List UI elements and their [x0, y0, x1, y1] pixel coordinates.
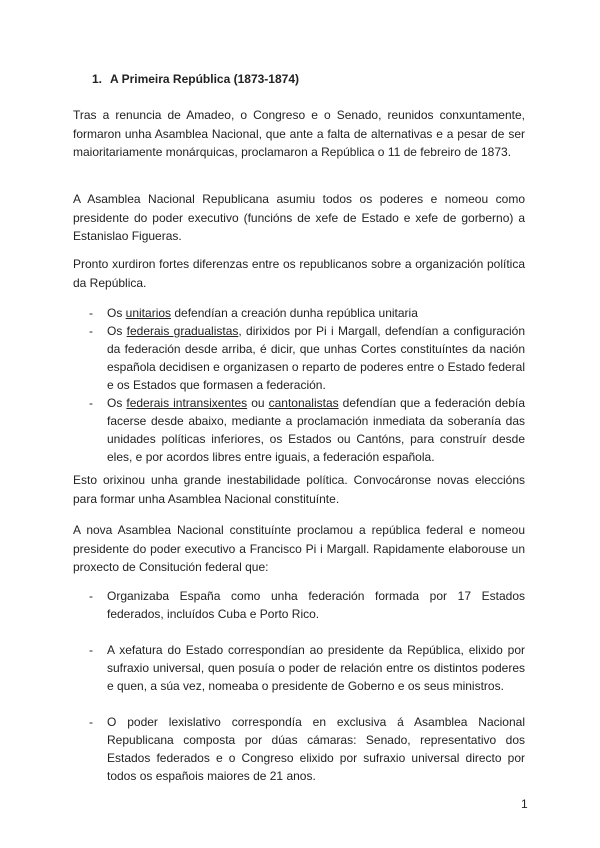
item-text: defendían a creación dunha república unitaria	[171, 306, 418, 320]
list-dash: -	[89, 396, 93, 410]
list-dash: -	[89, 324, 93, 338]
paragraph-inestabilidade: Esto orixinou unha grande inestabilidade política. Convocáronse novas eleccións para formar unha Asamblea Nacional constituínte.	[73, 473, 525, 506]
item-text: Organizaba España como unha federación formada por 17 Estados federados, incluídos Cuba e Porto Rico.	[107, 589, 525, 621]
list-dash: -	[89, 643, 93, 657]
list-item	[73, 304, 525, 322]
section-heading	[92, 72, 299, 86]
list-item	[73, 322, 525, 394]
item-text: defendían que a federación debía facerse desde abaixo, mediante a proclamación inmediata da soberanía das unidades políticas inferiores, os Estados ou Cantóns, para construír desde eles, e por acordos libres entre iguais, a federación española.	[107, 396, 525, 464]
list-item	[73, 713, 525, 785]
term-federais-intransixentes: federais intransixentes	[126, 396, 248, 410]
list-item	[73, 641, 525, 695]
term-unitarios: unitarios	[125, 306, 172, 320]
item-text: , dirixidos por Pi i Margall, defendían a configuración da federación desde arriba, é dicir, que unhas Cortes constituíntes da nación española decidisen e organizasen o reparto de poderes entre o Estado federal e os Estados que formasen a federación.	[107, 324, 526, 392]
term-federais-gradualistas: federais gradualistas	[126, 324, 239, 338]
list-item	[73, 394, 525, 466]
constitution-list	[73, 587, 525, 785]
item-text: Os	[107, 396, 127, 410]
paragraph-intro: Tras a renuncia de Amadeo, o Congreso e o Senado, reunidos conxuntamente, formaron unha Asamblea Nacional, que ante a falta de alternativas e a pesar de ser maioritariamente monárquicas, proclamaron a República o 11 de febreiro de 1873.	[73, 108, 525, 159]
page-number: 1	[521, 797, 528, 811]
item-text: A xefatura do Estado correspondían ao presidente da República, elixido por sufraxio universal, quen posuía o poder de relación entre os distintos poderes e quen, a súa vez, nomeaba o presidente de Goberno e os seus ministros.	[107, 643, 525, 693]
section-number: 1.	[92, 72, 103, 86]
paragraph-asamblea: A Asamblea Nacional Republicana asumiu todos os poderes e nomeou como presidente do poder executivo (funcións de xefe de Estado e xefe de gorberno) a Estanislao Figueras.	[73, 192, 525, 243]
list-dash: -	[89, 306, 93, 320]
paragraph-diferenzas: Pronto xurdiron fortes diferenzas entre os republicanos sobre a organización política da República.	[73, 257, 525, 290]
item-text: ou	[247, 396, 269, 410]
list-dash: -	[89, 715, 93, 729]
item-text: Os	[107, 324, 127, 338]
item-text: Os	[107, 306, 126, 320]
term-cantonalistas: cantonalistas	[268, 396, 339, 410]
list-item	[73, 587, 525, 623]
item-text: O poder lexislativo correspondía en exclusiva á Asamblea Nacional Republicana composta por dúas cámaras: Senado, representativo dos Estados federados e o Congreso elixido por sufraxio universal directo por todos os españois maiores de 21 anos.	[107, 715, 525, 783]
paragraph-nova-asamblea: A nova Asamblea Nacional constituínte proclamou a república federal e nomeou presidente do poder executivo a Francisco Pi i Margall. Rapidamente elaborouse un proxecto de Consitución federal que:	[73, 523, 525, 574]
factions-list	[73, 304, 525, 466]
section-title: A Primeira República (1873-1874)	[110, 72, 299, 86]
list-dash: -	[89, 589, 93, 603]
